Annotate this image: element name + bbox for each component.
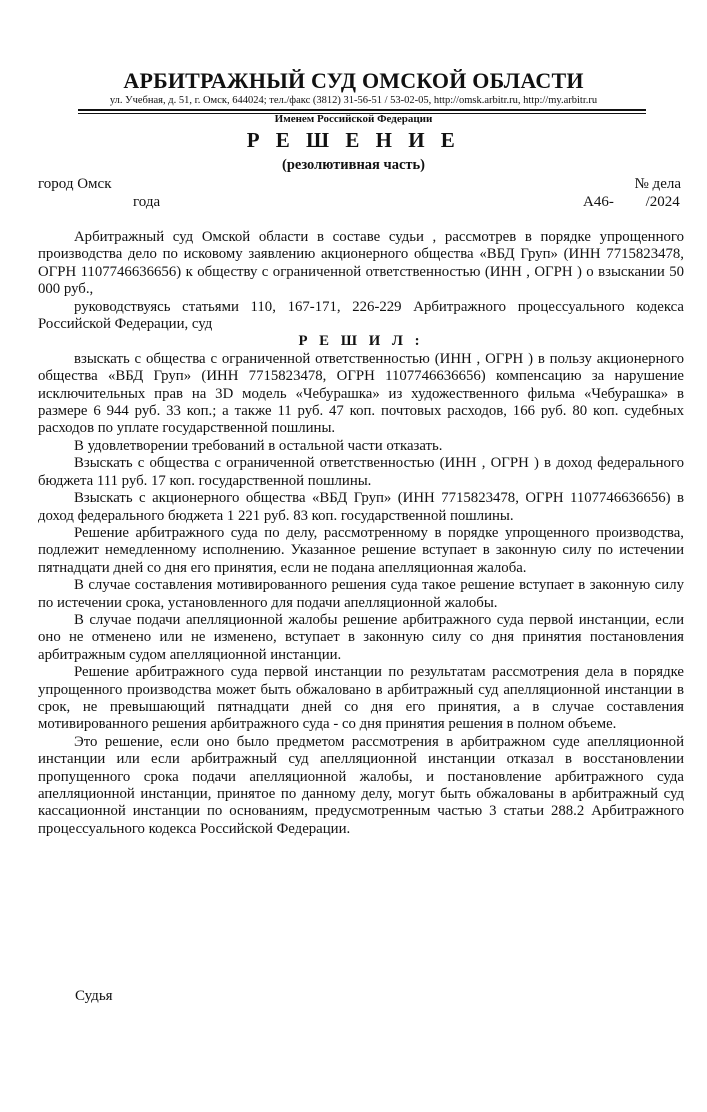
paragraph-appeal-term: Решение арбитражного суда первой инстанции по результатам рассмотрения дела в порядке упрощенного производства может быть обжаловано в арбитражный суд апелляционной инстанции в срок, не превышающий пятнадцати дней со дня его принятия, а в случае составления мотивированного решения арбитражного суда - со дня принятия решения в полном объеме.: [38, 664, 684, 733]
paragraph-intro: Арбитражный суд Омской области в составе судьи , рассмотрев в порядке упрощенного производства дело по исковому заявлению акционерного общества «ВБД Груп» (ИНН 7715823478, ОГРН 1107746636656) к обществу с ограниченной ответственностью (ИНН , ОГРН ) о взыскании 50 000 руб.,: [38, 229, 684, 298]
on-behalf-line: Именем Российской Федерации: [274, 113, 433, 125]
paragraph-duty-defendant: Взыскать с общества с ограниченной ответственностью (ИНН , ОГРН ) в доход федерального бюджета 111 руб. 17 коп. государственной пошлины.: [38, 455, 684, 489]
paragraph-duty-plaintiff: Взыскать с акционерного общества «ВБД Груп» (ИНН 7715823478, ОГРН 1107746636656) в доход федерального бюджета 1 221 руб. 83 коп. государственной пошлины.: [38, 490, 684, 524]
paragraph-appeal-effect: В случае подачи апелляционной жалобы решение арбитражного суда первой инстанции, если оно не отменено или не изменено, вступает в законную силу со дня принятия постановления арбитражным судом апелляционной инстанции.: [38, 611, 684, 663]
document-title: Р Е Ш Е Н И Е: [246, 128, 461, 152]
paragraph-cassation: Это решение, если оно было предметом рассмотрения в арбитражном суде апелляционной инстанции или если арбитражный суд апелляционной инстанции отказал в восстановлении пропущенного срока подачи апелляционной жалобы, и постановление арбитражного суда апелляционной инстанции, принятое по данному делу, могут быть обжалованы в арбитражный суд кассационной инстанции по основаниям, предусмотренным частью 3 статьи 288.2 Арбитражного процессуального кодекса Российской Федерации.: [38, 733, 684, 837]
court-address: ул. Учебная, д. 51, г. Омск, 644024; тел./факс (3812) 31-56-51 / 53-02-05, http://omsk.arbitr.ru, http://my.arbitr.ru: [109, 95, 598, 106]
judge-signature-label: Судья: [75, 988, 113, 1004]
court-name: АРБИТРАЖНЫЙ СУД ОМСКОЙ ОБЛАСТИ: [123, 68, 584, 93]
decision-body: [38, 229, 684, 838]
date-year-label: года: [133, 194, 161, 210]
paragraph-award: взыскать с общества с ограниченной ответственностью (ИНН , ОГРН ) в пользу акционерного общества «ВБД Груп» (ИНН 7715823478, ОГРН 1107746636656) компенсацию за нарушение исключительных прав на 3D модель «Чебурашка» из художественного фильма «Чебурашка» в размере 6 944 руб. 33 коп.; а также 11 руб. 47 коп. почтовых расходов, 166 руб. 80 коп. судебных расходов по уплате государственной пошлины.: [38, 350, 684, 437]
paragraph-execution: Решение арбитражного суда по делу, рассмотренному в порядке упрощенного производства, подлежит немедленному исполнению. Указанное решение вступает в законную силу по истечении пятнадцати дней со дня его принятия, если не подана апелляционная жалоба.: [38, 524, 684, 576]
case-number: А46- /2024: [583, 194, 680, 210]
case-number-label: № дела: [634, 176, 681, 192]
paragraph-rejection: В удовлетворении требований в остальной части отказать.: [74, 437, 443, 454]
paragraph-legal-basis: руководствуясь статьями 110, 167-171, 226-229 Арбитражного процессуального кодекса Российской Федерации, суд: [38, 298, 684, 333]
decided-heading: Р Е Ш И Л :: [298, 333, 424, 350]
header-divider-thick: [78, 109, 646, 111]
paragraph-reasoned-decision: В случае составления мотивированного решения суда такое решение вступает в законную силу по истечении срока, установленного для подачи апелляционной жалобы.: [38, 577, 684, 611]
city-label: город Омск: [38, 176, 112, 192]
document-subtitle: (резолютивная часть): [281, 157, 426, 173]
